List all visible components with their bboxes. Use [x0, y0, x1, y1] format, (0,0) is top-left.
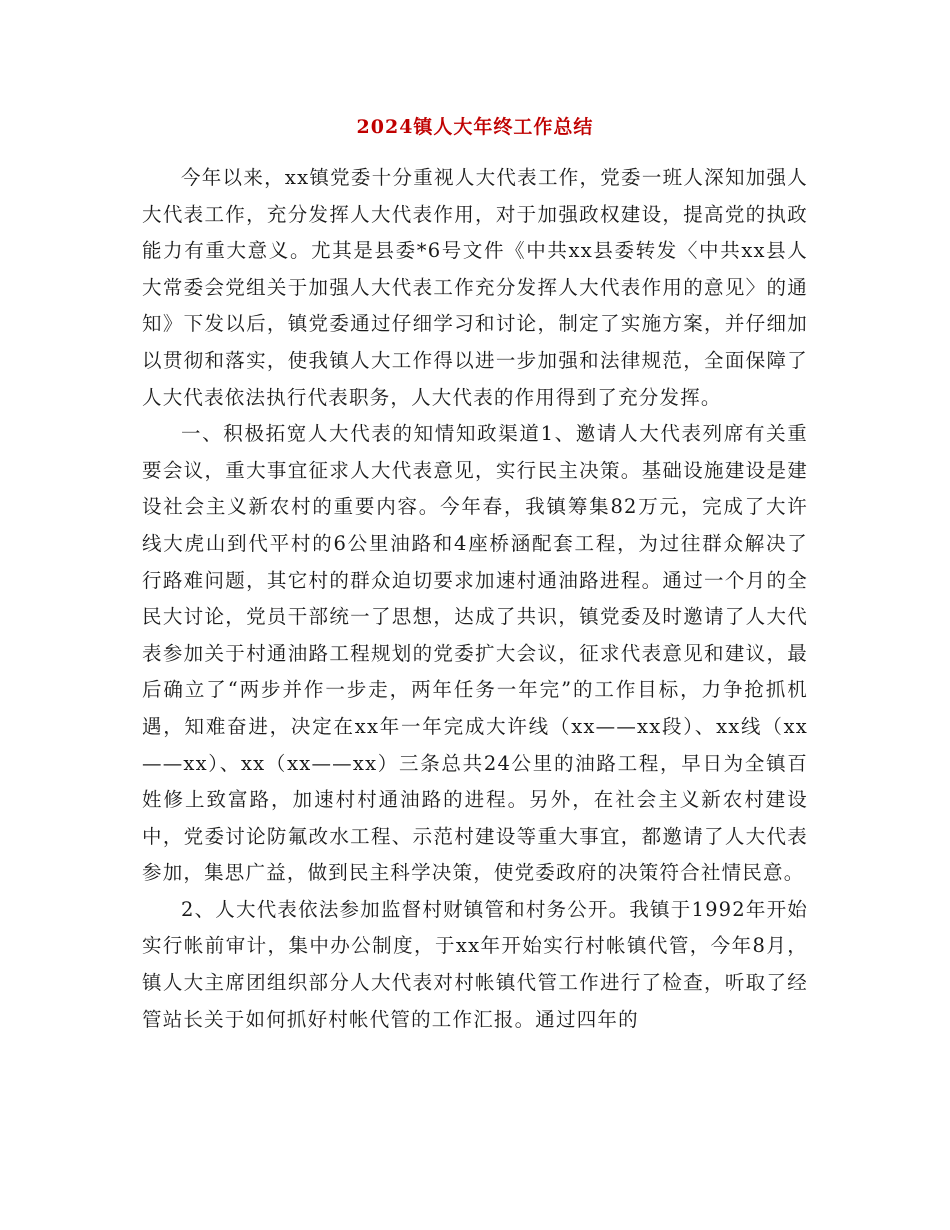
- document-title: 2024镇人大年终工作总结: [356, 116, 594, 138]
- paragraph-intro: 今年以来，xx镇党委十分重视人大代表工作，党委一班人深知加强人大代表工作，充分发挥人大代表作用，对于加强政权建设，提高党的执政能力有重大意义。尤其是县委*6号文件《中共xx县委转发〈中共xx县人大常委会党组关于加强人大代表工作充分发挥人大代表作用的意见〉的通知》下发以后，镇党委通过仔细学习和讨论，制定了实施方案，并仔细加以贯彻和落实，使我镇人大工作得以进一步加强和法律规范，全面保障了人大代表依法执行代表职务，人大代表的作用得到了充分发挥。: [142, 166, 808, 409]
- paragraph-section-two: 2、人大代表依法参加监督村财镇管和村务公开。我镇于1992年开始实行帐前审计，集中办公制度，于xx年开始实行村帐镇代管，今年8月，镇人大主席团组织部分人大代表对村帐镇代管工作进行了检查，听取了经管站长关于如何抓好村帐代管的工作汇报。通过四年的: [142, 897, 808, 1031]
- paragraph-section-one: 一、积极拓宽人大代表的知情知政渠道1、邀请人大代表列席有关重要会议，重大事宜征求人大代表意见，实行民主决策。基础设施建设是建设社会主义新农村的重要内容。今年春，我镇筹集82万元，完成了大许线大虎山到代平村的6公里油路和4座桥涵配套工程，为过往群众解决了行路难问题，其它村的群众迫切要求加速村通油路进程。通过一个月的全民大讨论，党员干部统一了思想，达成了共识，镇党委及时邀请了人大代表参加关于村通油路工程规划的党委扩大会议，征求代表意见和建议，最后确立了“两步并作一步走，两年任务一年完”的工作目标，力争抢抓机遇，知难奋进，决定在xx年一年完成大许线（xx——xx段）、xx线（xx——xx）、xx（xx——xx）三条总共24公里的油路工程，早日为全镇百姓修上致富路，加速村村通油路的进程。另外，在社会主义新农村建设中，党委讨论防氟改水工程、示范村建设等重大事宜，都邀请了人大代表参加，集思广益，做到民主科学决策，使党委政府的决策符合社情民意。: [142, 422, 808, 885]
